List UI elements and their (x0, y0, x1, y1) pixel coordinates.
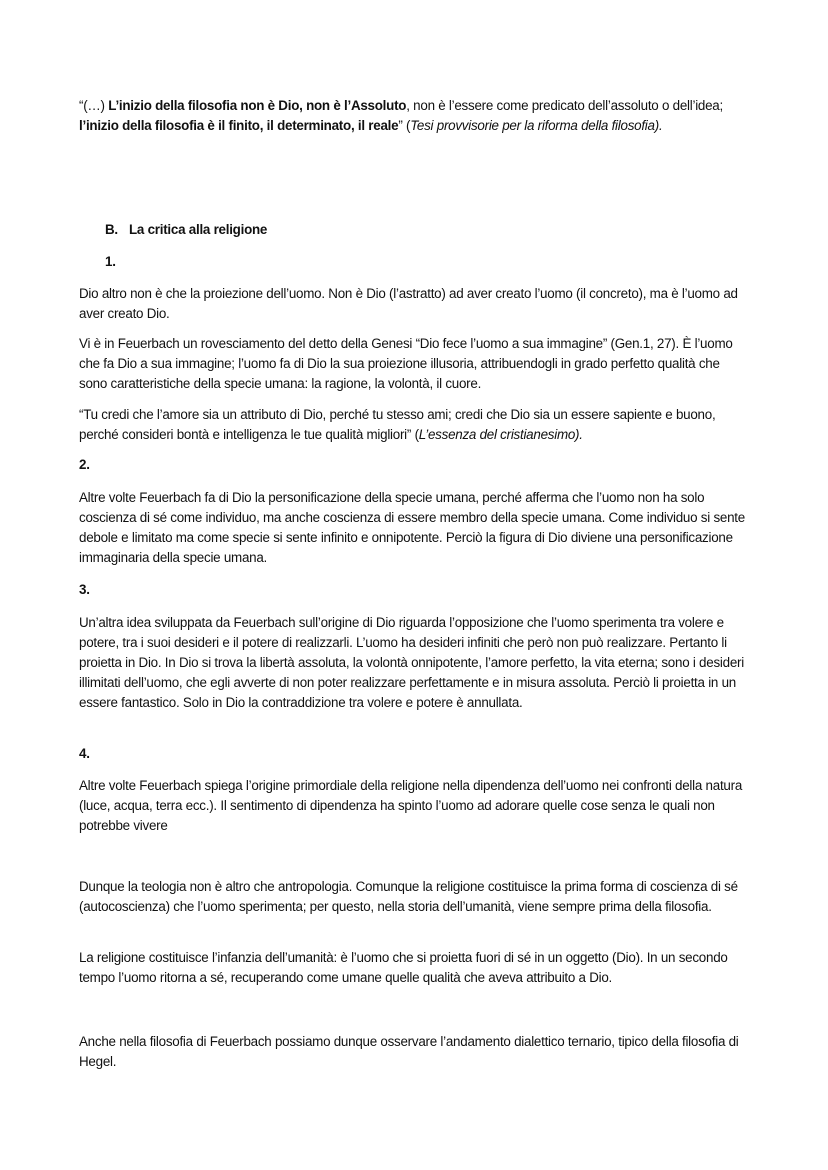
section-title: La critica alla religione (129, 222, 268, 237)
opening-quote (79, 96, 749, 136)
point-4-paragraph: Altre volte Feuerbach spiega l’origine primordiale della religione nella dipendenza dell’uomo nei confronti della natura (luce, acqua, terra ecc.). Il sentimento di dipendenza ha spinto l’uomo ad adorare quelle cose senza le quali non potrebbe vivere (79, 778, 743, 833)
point-1-quote-source: L’essenza del cristianesimo). (418, 427, 583, 442)
point-number-2: 2. (79, 457, 90, 472)
quote-bold-1: L’inizio della filosofia non è Dio, non è l’Assoluto (108, 98, 407, 113)
conclusion-paragraph-2: La religione costituisce l’infanzia dell’umanità: è l’uomo che si proietta fuori di sé in un oggetto (Dio). In un secondo tempo l’uomo ritorna a sé, recuperando come umane quelle qualità che aveva attribuito a Dio. (79, 950, 728, 985)
quote-bold-2: l’inizio della filosofia è il finito, il determinato, il reale (79, 118, 399, 133)
section-heading (105, 220, 775, 240)
point-2-paragraph: Altre volte Feuerbach fa di Dio la personificazione della specie umana, perché afferma che l’uomo non ha solo coscienza di sé come individuo, ma anche coscienza di essere membro della specie umana. Come individuo si sente debole e limitato ma come specie si sente infinito e onnipotente. Perciò la figura di Dio diviene una personificazione immaginaria della specie umana. (79, 490, 745, 565)
point-1-quote (79, 405, 749, 445)
point-1-paragraph-1: Dio altro non è che la proiezione dell’uomo. Non è Dio (l’astratto) ad aver creato l’uomo (il concreto), ma è l’uomo ad aver creato Dio. (79, 286, 738, 321)
quote-close: ” ( (398, 118, 411, 133)
final-paragraph: Anche nella filosofia di Feuerbach possiamo dunque osservare l’andamento dialettico ternario, tipico della filosofia di Hegel. (79, 1034, 739, 1069)
conclusion-paragraph-1: Dunque la teologia non è altro che antropologia. Comunque la religione costituisce la prima forma di coscienza di sé (autocoscienza) che l’uomo sperimenta; per questo, nella storia dell’umanità, viene sempre prima della filosofia. (79, 879, 738, 914)
quote-open: “(…) (79, 98, 109, 113)
quote-source: Tesi provvisorie per la riforma della filosofia). (410, 118, 663, 133)
quote-middle: , non è l’essere come predicato dell’assoluto o dell’idea; (406, 98, 723, 113)
point-1-paragraph-2: Vi è in Feuerbach un rovesciamento del detto della Genesi “Dio fece l’uomo a sua immagine” (Gen.1, 27). È l’uomo che fa Dio a sua immagine; l’uomo fa di Dio la sua proiezione illusoria, attribuendogli in grado perfetto qualità che sono caratteristiche della specie umana: la ragione, la volontà, il cuore. (79, 336, 733, 391)
point-3-paragraph: Un’altra idea sviluppata da Feuerbach sull’origine di Dio riguarda l’opposizione che l’uomo sperimenta tra volere e potere, tra i suoi desideri e il potere di realizzarli. L’uomo ha desideri infiniti che però non può realizzare. Pertanto li proietta in Dio. In Dio si trova la libertà assoluta, la volontà onnipotente, l’amore perfetto, la vita eterna; sono i desideri illimitati dell’uomo, che egli avverte di non poter realizzare perfettamente e in misura assoluta. Perciò li proietta in un essere fantastico. Solo in Dio la contraddizione tra volere e potere è annullata. (79, 615, 744, 710)
point-number-1: 1. (105, 254, 116, 269)
point-number-4: 4. (79, 746, 90, 761)
point-1-quote-text: “Tu credi che l’amore sia un attributo di Dio, perché tu stesso ami; credi che Dio sia un essere sapiente e buono, perché consideri bontà e intelligenza le tue qualità migliori” ( (79, 407, 716, 442)
point-number-3: 3. (79, 582, 90, 597)
section-letter: B. (105, 222, 118, 237)
